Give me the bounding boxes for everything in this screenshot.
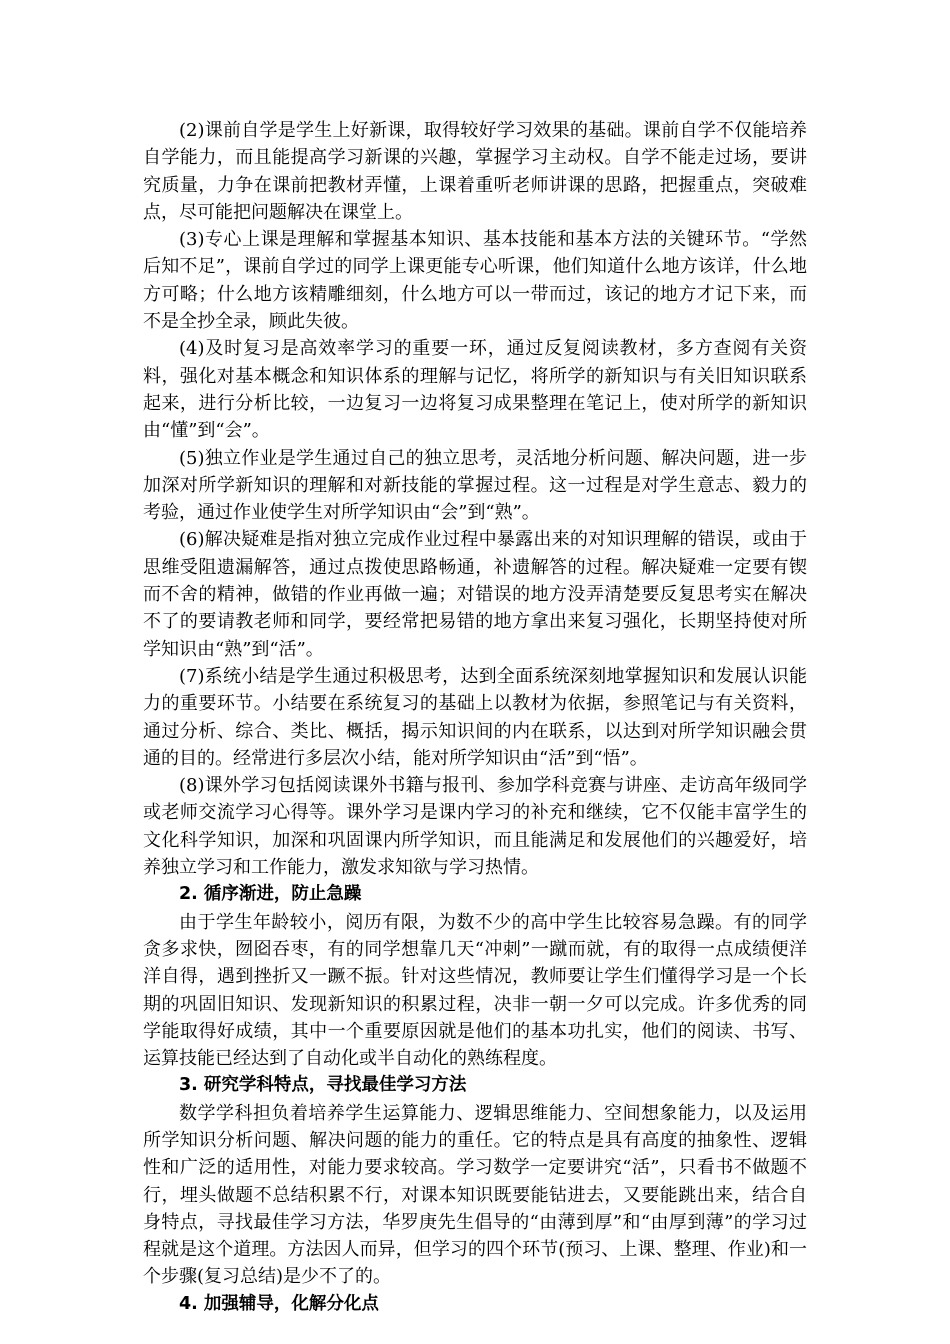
section-3-body: 数学学科担负着培养学生运算能力、逻辑思维能力、空间想象能力，以及运用所学知识分析问题、解决问题的能力的重任。它的特点是具有高度的抽象性、逻辑性和广泛的适用性，对能力要求较高。学习数学一定要讲究“活”，只看书不做题不行，埋头做题不总结积累不行，对课本知识既要能钻进去，又要能跳出来，结合自身特点，寻找最佳学习方法，华罗庚先生倡导的“由薄到厚”和“由厚到薄”的学习过程就是这个道理。方法因人而异，但学习的四个环节(预习、上课、整理、作业)和一个步骤(复习总结)是少不了的。: [143, 1102, 807, 1288]
paragraph-solve-difficulties: (6)解决疑难是指对独立完成作业过程中暴露出来的对知识理解的错误，或由于思维受阻遗漏解答，通过点拨使思路畅通，补遗解答的过程。解决疑难一定要有锲而不舍的精神，做错的作业再做一遍；对错误的地方没弄清楚要反复思考实在解决不了的要请教老师和同学，要经常把易错的地方拿出来复习强化，长期坚持使对所学知识由“熟”到“活”。: [143, 529, 807, 660]
paragraph-attend-class: (3)专心上课是理解和掌握基本知识、基本技能和基本方法的关键环节。“学然后知不足”，课前自学过的同学上课更能专心听课，他们知道什么地方该详，什么地方可略；什么地方该精雕细刻，什么地方可以一带而过，该记的地方才记下来，而不是全抄全录，顾此失彼。: [143, 229, 807, 333]
paragraph-homework: (5)独立作业是学生通过自己的独立思考，灵活地分析问题、解决问题，进一步加深对所学新知识的理解和对新技能的掌握过程。这一过程是对学生意志、毅力的考验，通过作业使学生对所学知识由“会”到“熟”。: [143, 447, 807, 524]
paragraph-summary: (7)系统小结是学生通过积极思考，达到全面系统深刻地掌握知识和发展认识能力的重要环节。小结要在系统复习的基础上以教材为依据，参照笔记与有关资料，通过分析、综合、类比、概括，揭示知识间的内在联系，以达到对所学知识融会贯通的目的。经常进行多层次小结，能对所学知识由“活”到“悟”。: [143, 665, 807, 769]
section-2-body: 由于学生年龄较小，阅历有限，为数不少的高中学生比较容易急躁。有的同学贪多求快，囫囵吞枣，有的同学想靠几天“冲刺”一蹴而就，有的取得一点成绩便洋洋自得，遇到挫折又一蹶不振。针对这些情况，教师要让学生们懂得学习是一个长期的巩固旧知识、发现新知识的积累过程，决非一朝一夕可以完成。许多优秀的同学能取得好成绩，其中一个重要原因就是他们的基本功扎实，他们的阅读、书写、运算技能已经达到了自动化或半自动化的熟练程度。: [143, 911, 807, 1070]
section-3-heading: 3. 研究学科特点，寻找最佳学习方法: [179, 1075, 467, 1096]
paragraph-extracurricular: (8)课外学习包括阅读课外书籍与报刊、参加学科竞赛与讲座、走访高年级同学或老师交流学习心得等。课外学习是课内学习的补充和继续，它不仅能丰富学生的文化科学知识，加深和巩固课内所学知识，而且能满足和发展他们的兴趣爱好，培养独立学习和工作能力，激发求知欲与学习热情。: [143, 775, 807, 879]
section-4-heading: 4. 加强辅导，化解分化点: [179, 1293, 379, 1314]
section-2-heading: 2. 循序渐进，防止急躁: [179, 884, 362, 905]
paragraph-preview-class: (2)课前自学是学生上好新课，取得较好学习效果的基础。课前自学不仅能培养自学能力，而且能提高学习新课的兴趣，掌握学习主动权。自学不能走过场，要讲究质量，力争在课前把教材弄懂，上课着重听老师讲课的思路，把握重点，突破难点，尽可能把问题解决在课堂上。: [143, 120, 807, 223]
document-page: [143, 117, 807, 1318]
paragraph-review: (4)及时复习是高效率学习的重要一环，通过反复阅读教材，多方查阅有关资料，强化对基本概念和知识体系的理解与记忆，将所学的新知识与有关旧知识联系起来，进行分析比较，一边复习一边将复习成果整理在笔记上，使对所学的新知识由“懂”到“会”。: [143, 338, 807, 442]
